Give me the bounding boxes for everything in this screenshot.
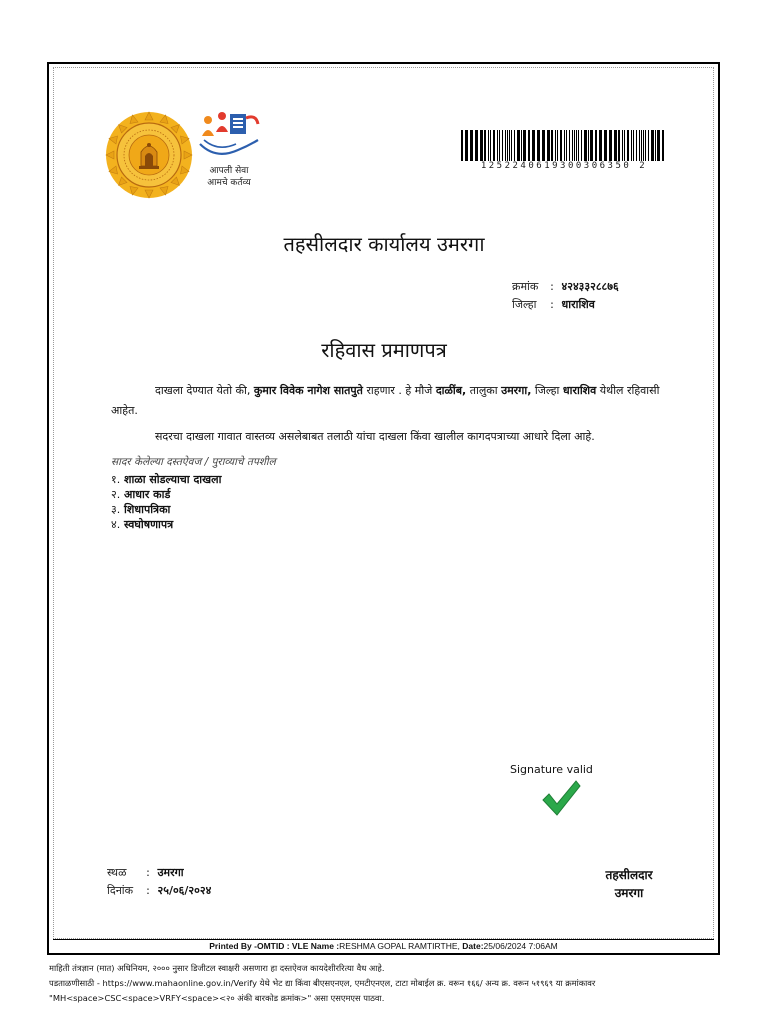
barcode-bar [578, 130, 579, 161]
barcode-bar [662, 130, 664, 161]
printed-by-bar [53, 939, 714, 953]
list-item: ३. शिधापत्रिका [111, 503, 171, 516]
barcode-bar [576, 130, 577, 161]
barcode-bar [639, 130, 640, 161]
maharashtra-seal-logo [104, 110, 194, 200]
barcode-bar [599, 130, 602, 161]
signatory-designation: तहसीलदार [605, 868, 653, 882]
barcode-bar [470, 130, 473, 161]
district-name: धाराशिव [562, 384, 597, 397]
p1-text-a: दाखला देण्यात येतो की, [155, 384, 251, 397]
barcode-bar [643, 130, 644, 161]
barcode-bar [584, 130, 587, 161]
barcode-bar [542, 130, 545, 161]
footer-line1: माहिती तंत्रज्ञान (मात) अधिनियम, २००० नुसार डिजीटल स्वाक्षरी असणारा हा दस्तऐवज कायदेशीररित्या वैध आहे. [49, 963, 385, 973]
barcode-bar [651, 130, 654, 161]
barcode-bar [493, 130, 495, 161]
barcode-bar [480, 130, 483, 161]
barcode-bar [618, 130, 620, 161]
barcode-bar [555, 130, 556, 161]
p1-text-d: जिल्हा [534, 384, 560, 397]
printed-vle-name: RESHMA GOPAL RAMTIRTHE, [339, 941, 460, 951]
date-separator: : [146, 884, 150, 897]
barcode-bar [627, 130, 629, 161]
barcode-bar [490, 130, 491, 161]
barcode-bar [499, 130, 500, 161]
barcode-bar [572, 130, 573, 161]
date-value: २५/०६/२०२४ [157, 884, 212, 897]
place-value: उमरगा [157, 866, 184, 879]
barcode-bar [631, 130, 632, 161]
kramank-label: क्रमांक [512, 280, 539, 293]
p1-text-b: राहणार . हे मौजे [366, 384, 433, 397]
barcode-bar [551, 130, 553, 161]
certificate-title: रहिवास प्रमाणपत्र [321, 338, 447, 362]
p1-text-c: तालुका [469, 384, 498, 397]
printed-date-label: Date: [462, 941, 484, 951]
signature-valid-text: Signature valid [510, 763, 593, 776]
legal-footer [49, 961, 729, 1006]
barcode-bar [574, 130, 575, 161]
barcode-bar [564, 130, 565, 161]
p1-text-e: येथील रहिवासी आहेत. [111, 384, 660, 417]
barcode-bar [517, 130, 520, 161]
barcode-bar [609, 130, 612, 161]
barcode-bar [532, 130, 535, 161]
barcode-bar [511, 130, 512, 161]
jilha-row [512, 297, 595, 312]
printed-prefix: Printed By - [209, 941, 257, 951]
aaple-seva-logo [194, 110, 264, 194]
kramank-separator: : [550, 280, 554, 293]
signatory-place: उमरगा [614, 886, 644, 900]
barcode-bar [488, 130, 489, 161]
applicant-name: कुमार विवेक नागेश सातपुते [253, 384, 363, 397]
barcode-bar [497, 130, 498, 161]
office-title: तहसीलदार कार्यालय उमरगा [283, 232, 485, 256]
barcode-bar [622, 130, 623, 161]
barcode-bar [645, 130, 646, 161]
barcode-bar [560, 130, 562, 161]
date-label: दिनांक [107, 884, 134, 897]
barcode-number: 1252240619300306350 2 [480, 161, 648, 171]
barcode-bar [648, 130, 649, 161]
barcode-bar [633, 130, 634, 161]
barcode-bar [588, 130, 589, 161]
barcode-bar [523, 130, 526, 161]
checkmark-icon [540, 778, 582, 818]
printed-omtid: OMTID : VLE Name : [256, 941, 340, 951]
list-item: २. आधार कार्ड [111, 488, 171, 501]
barcode-bar [461, 130, 463, 161]
jilha-separator: : [550, 298, 554, 311]
barcode-bar [657, 130, 660, 161]
barcode-bar [465, 130, 468, 161]
taluka-name: उमरगा, [501, 384, 532, 397]
place-separator: : [146, 866, 150, 879]
barcode [461, 130, 667, 161]
barcode-bar [636, 130, 637, 161]
date-row [107, 883, 211, 898]
residence-paragraph [111, 381, 661, 421]
jilha-label: जिल्हा [512, 298, 537, 311]
barcode-bar [537, 130, 540, 161]
jilha-value: धाराशिव [561, 298, 595, 311]
barcode-bar [590, 130, 593, 161]
barcode-bar [514, 130, 515, 161]
barcode-bar [566, 130, 567, 161]
kramank-row [512, 279, 619, 294]
list-item: ४. स्वघोषणापत्र [111, 518, 174, 531]
village-name: दाळींब, [435, 384, 467, 397]
signatory-block [586, 866, 672, 902]
documents-list [111, 472, 221, 532]
printed-date-value: 25/06/2024 7:06AM [483, 941, 558, 951]
barcode-bar [509, 130, 510, 161]
barcode-bar [595, 130, 597, 161]
aaple-seva-emblem-icon [194, 110, 264, 166]
aaple-seva-line2: आमचे कर्तव्य [207, 178, 251, 188]
barcode-bar [521, 130, 522, 161]
barcode-bar [569, 130, 570, 161]
barcode-bar [484, 130, 486, 161]
barcode-bar [641, 130, 642, 161]
barcode-bar [624, 130, 625, 161]
barcode-bar [547, 130, 550, 161]
barcode-bar [655, 130, 656, 161]
barcode-bar [528, 130, 530, 161]
documents-heading: सादर केलेल्या दस्तऐवज / पुराव्याचे तपशील [111, 456, 276, 468]
aaple-seva-line1: आपली सेवा [209, 166, 249, 176]
place-row [107, 865, 184, 880]
barcode-bar [502, 130, 503, 161]
list-item: १. शाळा सोडल्याचा दाखला [111, 473, 222, 486]
basis-paragraph: सदरचा दाखला गावात वास्तव्य असलेबाबत तलाठी यांचा दाखला किंवा खालील कागदपत्राच्या आधारे दिला आहे. [155, 430, 595, 443]
barcode-bar [614, 130, 617, 161]
footer-line3: "MH<space>CSC<space>VRFY<space><२० अंकी बारकोड क्रमांक>" असा एसएमएस पाठवा. [49, 993, 385, 1003]
footer-line2: पडताळणीसाठी - https://www.mahaonline.gov.in/Verify येथे भेट द्या किंवा बीएसएनएल, एमटीएनएल, टाटा मोबाईल क्र. वरून १६६/ अन्य क्र. वरून ५१९६९ या क्रमांकावर [49, 978, 596, 988]
barcode-bar [557, 130, 558, 161]
barcode-bar [581, 130, 582, 161]
barcode-bar [505, 130, 506, 161]
barcode-bar [604, 130, 607, 161]
place-label: स्थळ [107, 866, 127, 879]
kramank-value: ४२४३३२८८७६ [561, 280, 619, 293]
barcode-bar [507, 130, 508, 161]
barcode-bar [475, 130, 478, 161]
